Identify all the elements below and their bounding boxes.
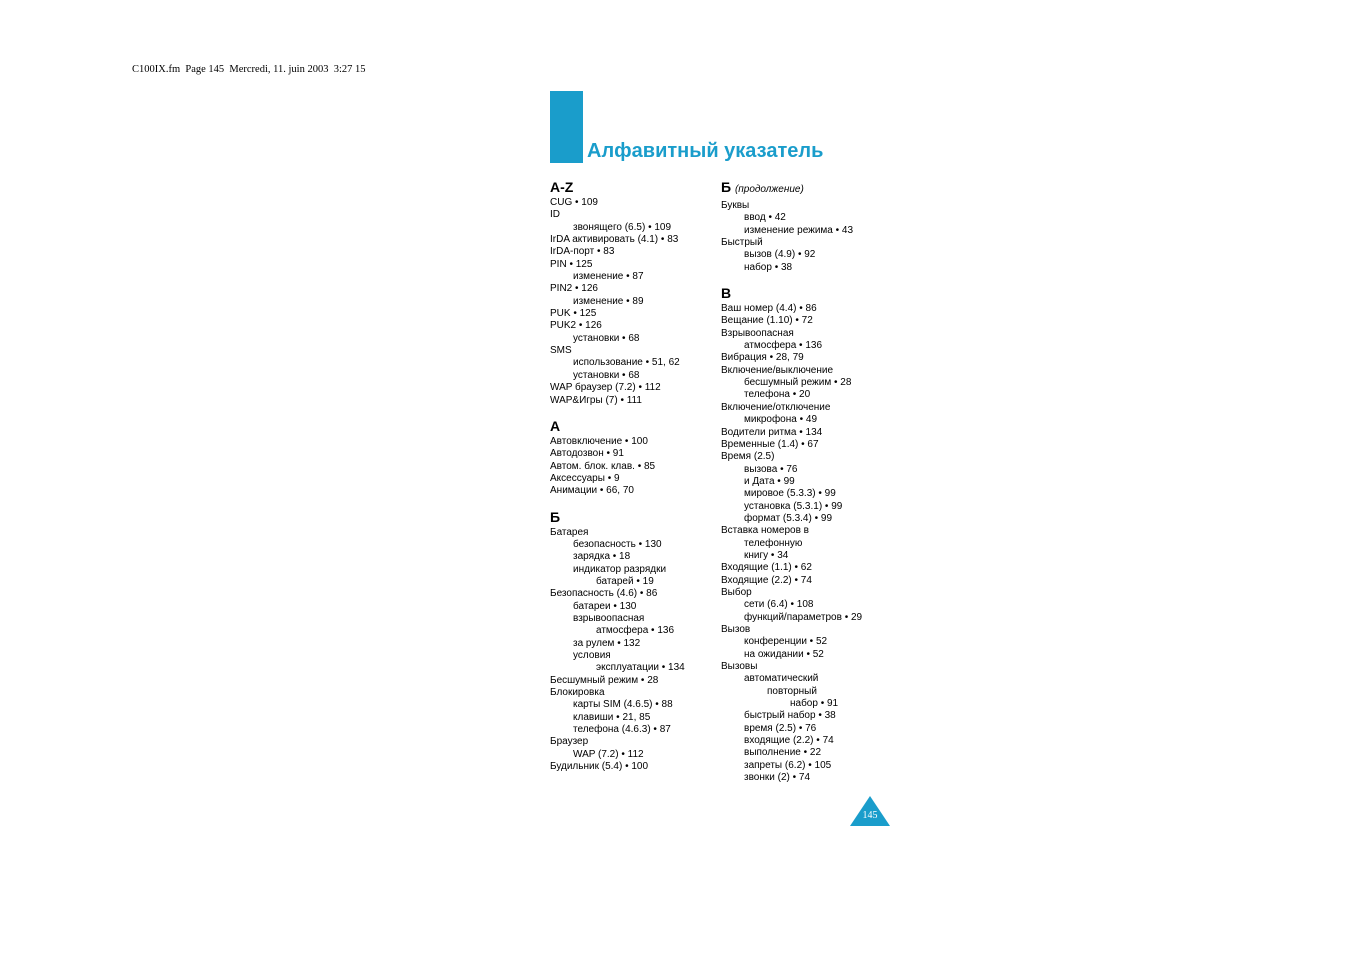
index-entry: взрывоопасная	[573, 612, 645, 624]
index-entry: использование • 51, 62	[573, 357, 680, 369]
section-letter: A-Z	[550, 179, 574, 195]
index-entry: WAP (7.2) • 112	[573, 748, 644, 760]
index-entry: ID	[550, 209, 560, 221]
page-number-badge	[850, 796, 890, 826]
index-entry: Вызов	[721, 624, 751, 635]
index-entry: входящие (2.2) • 74	[744, 735, 834, 747]
index-entry: WAP браузер (7.2) • 112	[550, 382, 661, 394]
index-entry: Водители ритма • 134	[721, 426, 823, 438]
index-entry: IrDA активировать (4.1) • 83	[550, 234, 679, 246]
index-entry: Вибрация • 28, 79	[721, 352, 804, 364]
index-entry: книгу • 34	[744, 549, 789, 561]
index-entry: Блокировка	[550, 687, 605, 699]
index-entry: вызов (4.9) • 92	[744, 249, 816, 261]
index-entry: за рулем • 132	[573, 637, 641, 649]
index-entry: бесшумный режим • 28	[744, 377, 852, 389]
index-entry: PIN2 • 126	[550, 283, 598, 295]
index-entry: индикатор разрядки	[573, 563, 667, 575]
index-entry: батарей • 19	[596, 575, 654, 587]
section-continued-note: (продолжение)	[734, 184, 804, 195]
index-entry: Вставка номеров в	[721, 525, 809, 537]
index-entry: атмосфера • 136	[596, 625, 675, 637]
index-entry: Включение/отключение	[721, 401, 831, 413]
index-entry: изменение • 87	[573, 271, 644, 283]
section-gap	[721, 274, 891, 284]
section-heading	[550, 178, 720, 196]
index-entry: IrDA-порт • 83	[550, 246, 615, 258]
index-entry: SMS	[550, 345, 572, 357]
index-entry: Бесшумный режим • 28	[550, 674, 659, 686]
index-entry: Выбор	[721, 586, 752, 598]
section-gap	[550, 407, 720, 417]
index-entry: функций/параметров • 29	[744, 611, 863, 623]
index-entry: повторный	[767, 685, 817, 697]
index-entry: Вещание (1.10) • 72	[721, 315, 813, 327]
index-entry: Буквы	[721, 200, 750, 211]
index-entry: Быстрый	[721, 237, 763, 249]
index-entry: выполнение • 22	[744, 747, 822, 759]
section-letter: В	[721, 285, 732, 302]
index-entry: Вызовы	[721, 661, 758, 673]
index-entry: телефонную	[744, 537, 803, 549]
index-entry: формат (5.3.4) • 99	[744, 512, 833, 524]
index-entry: набор • 91	[790, 698, 839, 710]
index-entry: запреты (6.2) • 105	[744, 759, 832, 771]
index-entry: эксплуатации • 134	[596, 662, 685, 674]
index-entry: Безопасность (4.6) • 86	[550, 588, 658, 600]
index-entry: Браузер	[550, 736, 589, 748]
index-entry: Анимации • 66, 70	[550, 485, 634, 497]
index-entry: батареи • 130	[573, 600, 637, 612]
index-entry: Батарея	[550, 526, 589, 538]
index-entry: Взрывоопасная	[721, 327, 794, 339]
index-entry: WAP&Игры (7) • 111	[550, 394, 642, 406]
section-heading	[721, 284, 891, 302]
index-entry: сети (6.4) • 108	[744, 599, 814, 611]
title-accent-block	[550, 91, 583, 163]
index-entry: CUG • 109	[550, 197, 598, 208]
index-entry: изменение режима • 43	[744, 224, 854, 236]
section-letter: A	[550, 417, 561, 434]
index-entry: установки • 68	[573, 369, 640, 381]
index-entry: звонки (2) • 74	[744, 772, 811, 784]
index-entry: мировое (5.3.3) • 99	[744, 488, 836, 500]
section-gap	[550, 498, 720, 508]
index-entry: автоматический	[744, 673, 819, 685]
index-entry: Автовключение • 100	[550, 435, 648, 447]
index-entry: звонящего (6.5) • 109	[573, 221, 672, 233]
index-entry: Автом. блок. клав. • 85	[550, 460, 656, 472]
index-entry: Время (2.5)	[721, 451, 775, 463]
index-entry: на ожидании • 52	[744, 648, 824, 660]
index-entry: телефона • 20	[744, 389, 811, 401]
section-heading	[721, 178, 891, 199]
index-entry: Автодозвон • 91	[550, 448, 624, 460]
index-entry: PUK • 125	[550, 308, 597, 320]
index-entry: Входящие (2.2) • 74	[721, 574, 812, 586]
index-entry: набор • 38	[744, 261, 793, 273]
page-title: Алфавитный указатель	[587, 140, 824, 162]
index-entry: установка (5.3.1) • 99	[744, 500, 843, 512]
index-entry: Будильник (5.4) • 100	[550, 761, 649, 773]
index-entry: Ваш номер (4.4) • 86	[721, 303, 817, 315]
index-entry: установки • 68	[573, 332, 640, 344]
index-entry: изменение • 89	[573, 295, 644, 307]
index-entry: клавиши • 21, 85	[573, 711, 651, 723]
index-entry: карты SIM (4.6.5) • 88	[573, 699, 673, 711]
index-entry: PUK2 • 126	[550, 320, 602, 332]
index-column-right	[721, 178, 891, 784]
index-column-left	[550, 178, 720, 773]
section-letter: Б	[721, 179, 732, 195]
index-entry: вызова • 76	[744, 463, 798, 475]
index-entry: безопасность • 130	[573, 538, 662, 550]
section-heading	[550, 508, 720, 526]
index-entry: условия	[573, 650, 611, 661]
index-entry: ввод • 42	[744, 212, 786, 224]
section-letter: Б	[550, 508, 561, 525]
index-entry: Временные (1.4) • 67	[721, 438, 819, 450]
index-entry: микрофона • 49	[744, 414, 818, 426]
index-entry: время (2.5) • 76	[744, 722, 817, 734]
print-header-line: C100IX.fm Page 145 Mercredi, 11. juin 2003 3:27 15	[132, 64, 366, 75]
index-entry: атмосфера • 136	[744, 340, 823, 352]
index-entry: PIN • 125	[550, 258, 593, 270]
index-entry: Аксессуары • 9	[550, 472, 620, 484]
index-entry: конференции • 52	[744, 636, 828, 648]
index-entry: зарядка • 18	[573, 551, 631, 563]
index-entry: Включение/выключение	[721, 364, 834, 376]
index-entry: быстрый набор • 38	[744, 710, 836, 722]
section-heading	[550, 417, 720, 435]
page-number: 145	[862, 810, 878, 821]
index-entry: телефона (4.6.3) • 87	[573, 724, 671, 736]
index-entry: и Дата • 99	[744, 475, 795, 487]
index-entry: Входящие (1.1) • 62	[721, 562, 812, 574]
